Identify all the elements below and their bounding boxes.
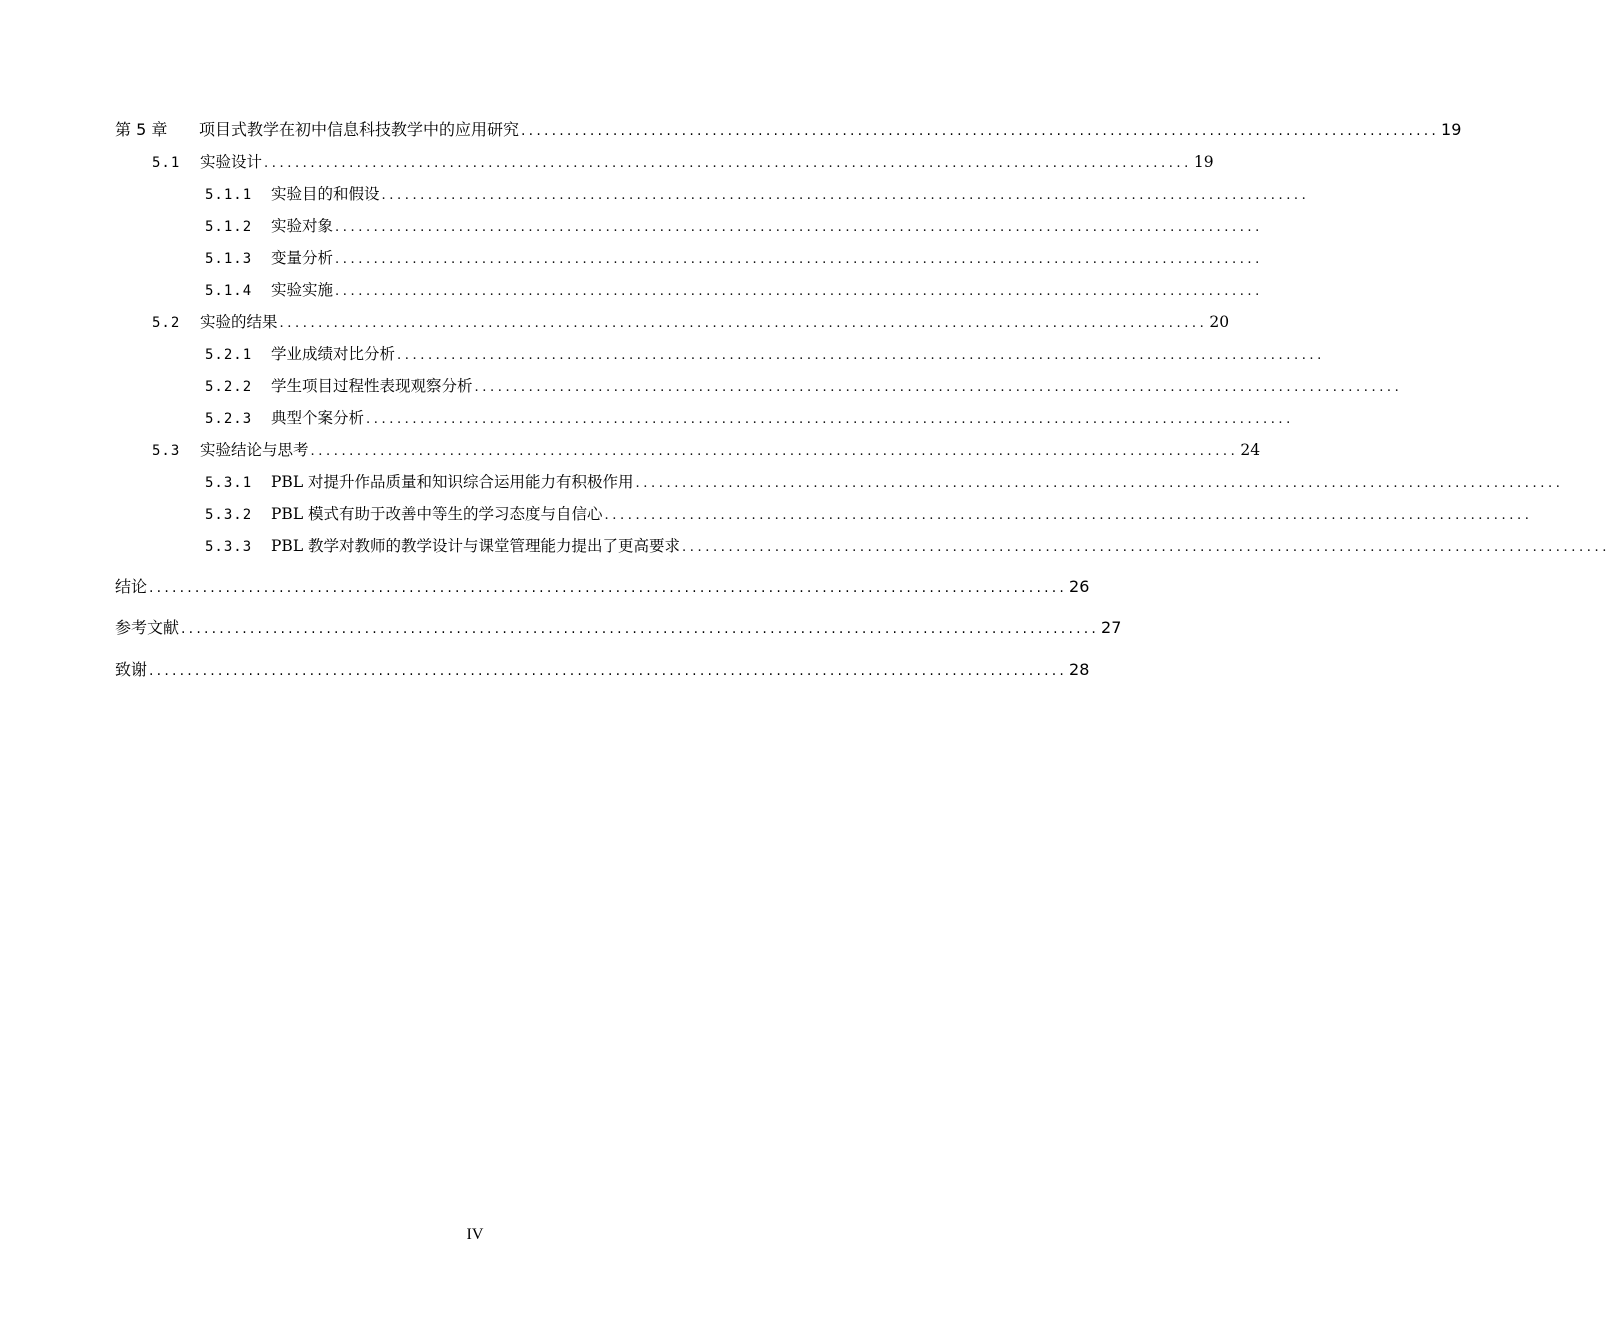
toc-leader-dots: ........................................................................................................................ <box>279 316 1208 331</box>
toc-entry-title: 典型个案分析 <box>271 409 365 427</box>
toc-entry-title: 实验实施 <box>271 281 334 299</box>
toc-entry-5-2[interactable] <box>152 310 1230 334</box>
toc-leader-dots: ........................................................................................................................ <box>366 412 1294 427</box>
toc-entry-number: 5.2.2 <box>205 379 253 395</box>
toc-leader-dots: ........................................................................................................................ <box>149 580 1068 596</box>
toc-entry-number: 5.2 <box>152 315 181 331</box>
toc-entry-5-1-2[interactable] <box>205 214 1263 238</box>
toc-entry-number: 第 5 章 <box>115 120 168 139</box>
toc-entry-references[interactable] <box>115 616 1122 640</box>
toc-entry-number: 5.3 <box>152 443 181 459</box>
toc-leader-dots: ........................................................................................................................ <box>335 220 1263 235</box>
toc-leader-dots: ........................................................................................................................ <box>635 476 1564 491</box>
toc-entry-number: 5.1.2 <box>205 219 253 235</box>
toc-entry-5-2-2[interactable] <box>205 374 1403 398</box>
toc-entry-5-1-1[interactable] <box>205 182 1310 206</box>
toc-entry-title: 项目式教学在初中信息科技教学中的应用研究 <box>199 120 520 139</box>
toc-entry-title: 结论 <box>115 577 148 596</box>
page-number: IV <box>466 1226 484 1243</box>
toc-entry-5-2-1[interactable] <box>205 342 1325 366</box>
toc-entry-number: 5.2.1 <box>205 347 253 363</box>
toc-entry-title: 实验结论与思考 <box>200 441 309 459</box>
toc-entry-title: PBL 对提升作品质量和知识综合运用能力有积极作用 <box>271 473 634 491</box>
toc-entry-title: PBL 教学对教师的教学设计与课堂管理能力提出了更高要求 <box>271 537 681 555</box>
toc-entry-page: 28 <box>1069 660 1090 679</box>
toc-entry-number: 5.1.3 <box>205 251 253 267</box>
toc-leader-dots: ........................................................................................................................ <box>474 380 1403 395</box>
toc-leader-dots: ........................................................................................................................ <box>604 508 1533 523</box>
toc-entry-5-3-3[interactable] <box>205 534 1610 558</box>
toc-entry-5-2-3[interactable] <box>205 406 1294 430</box>
toc-entry-number: 5.1 <box>152 155 181 171</box>
toc-leader-dots: ........................................................................................................................ <box>682 540 1610 555</box>
toc-entry-page: 24 <box>1240 441 1261 459</box>
toc-leader-dots: ........................................................................................................................ <box>521 123 1440 139</box>
toc-entry-acknowledgements[interactable] <box>115 658 1090 682</box>
toc-entry-conclusion[interactable] <box>115 575 1090 599</box>
toc-entry-5-1[interactable] <box>152 150 1214 174</box>
toc-entry-5-1-4[interactable] <box>205 278 1263 302</box>
toc-entry-title: PBL 模式有助于改善中等生的学习态度与自信心 <box>271 505 603 523</box>
toc-leader-dots: ........................................................................................................................ <box>335 252 1263 267</box>
toc-entry-page: 20 <box>1209 313 1230 331</box>
toc-entry-5-3-1[interactable] <box>205 470 1564 494</box>
toc-entry-title: 实验设计 <box>200 153 263 171</box>
toc-entry-number: 5.1.4 <box>205 283 253 299</box>
toc-entry-title: 变量分析 <box>271 249 334 267</box>
toc-entry-title: 实验对象 <box>271 217 334 235</box>
toc-entry-5-3-2[interactable] <box>205 502 1533 526</box>
toc-entry-number: 5.3.1 <box>205 475 253 491</box>
toc-leader-dots: ........................................................................................................................ <box>310 444 1239 459</box>
toc-entry-page: 19 <box>1441 120 1462 139</box>
toc-entry-title: 学生项目过程性表现观察分析 <box>271 377 473 395</box>
toc-entry-page: 26 <box>1069 577 1090 596</box>
toc-leader-dots: ........................................................................................................................ <box>149 663 1068 679</box>
toc-entry-title: 学业成绩对比分析 <box>271 345 396 363</box>
toc-entry-title: 致谢 <box>115 660 148 679</box>
toc-entry-number: 5.3.2 <box>205 507 253 523</box>
toc-leader-dots: ........................................................................................................................ <box>335 284 1263 299</box>
toc-entry-5-3[interactable] <box>152 438 1261 462</box>
toc-entry-title: 实验目的和假设 <box>271 185 380 203</box>
toc-entry-5-1-3[interactable] <box>205 246 1263 270</box>
toc-entry-chapter-5[interactable] <box>115 118 1462 142</box>
toc-leader-dots: ........................................................................................................................ <box>264 156 1192 171</box>
toc-entry-number: 5.2.3 <box>205 411 253 427</box>
toc-entry-page: 27 <box>1101 618 1122 637</box>
toc-leader-dots: ........................................................................................................................ <box>397 348 1325 363</box>
toc-entry-number: 5.1.1 <box>205 187 253 203</box>
toc-leader-dots: ........................................................................................................................ <box>181 621 1100 637</box>
toc-entry-page: 19 <box>1193 153 1214 171</box>
toc-leader-dots: ........................................................................................................................ <box>381 188 1310 203</box>
toc-entry-title: 参考文献 <box>115 618 180 637</box>
toc-entry-number: 5.3.3 <box>205 539 253 555</box>
toc-entry-title: 实验的结果 <box>200 313 278 331</box>
